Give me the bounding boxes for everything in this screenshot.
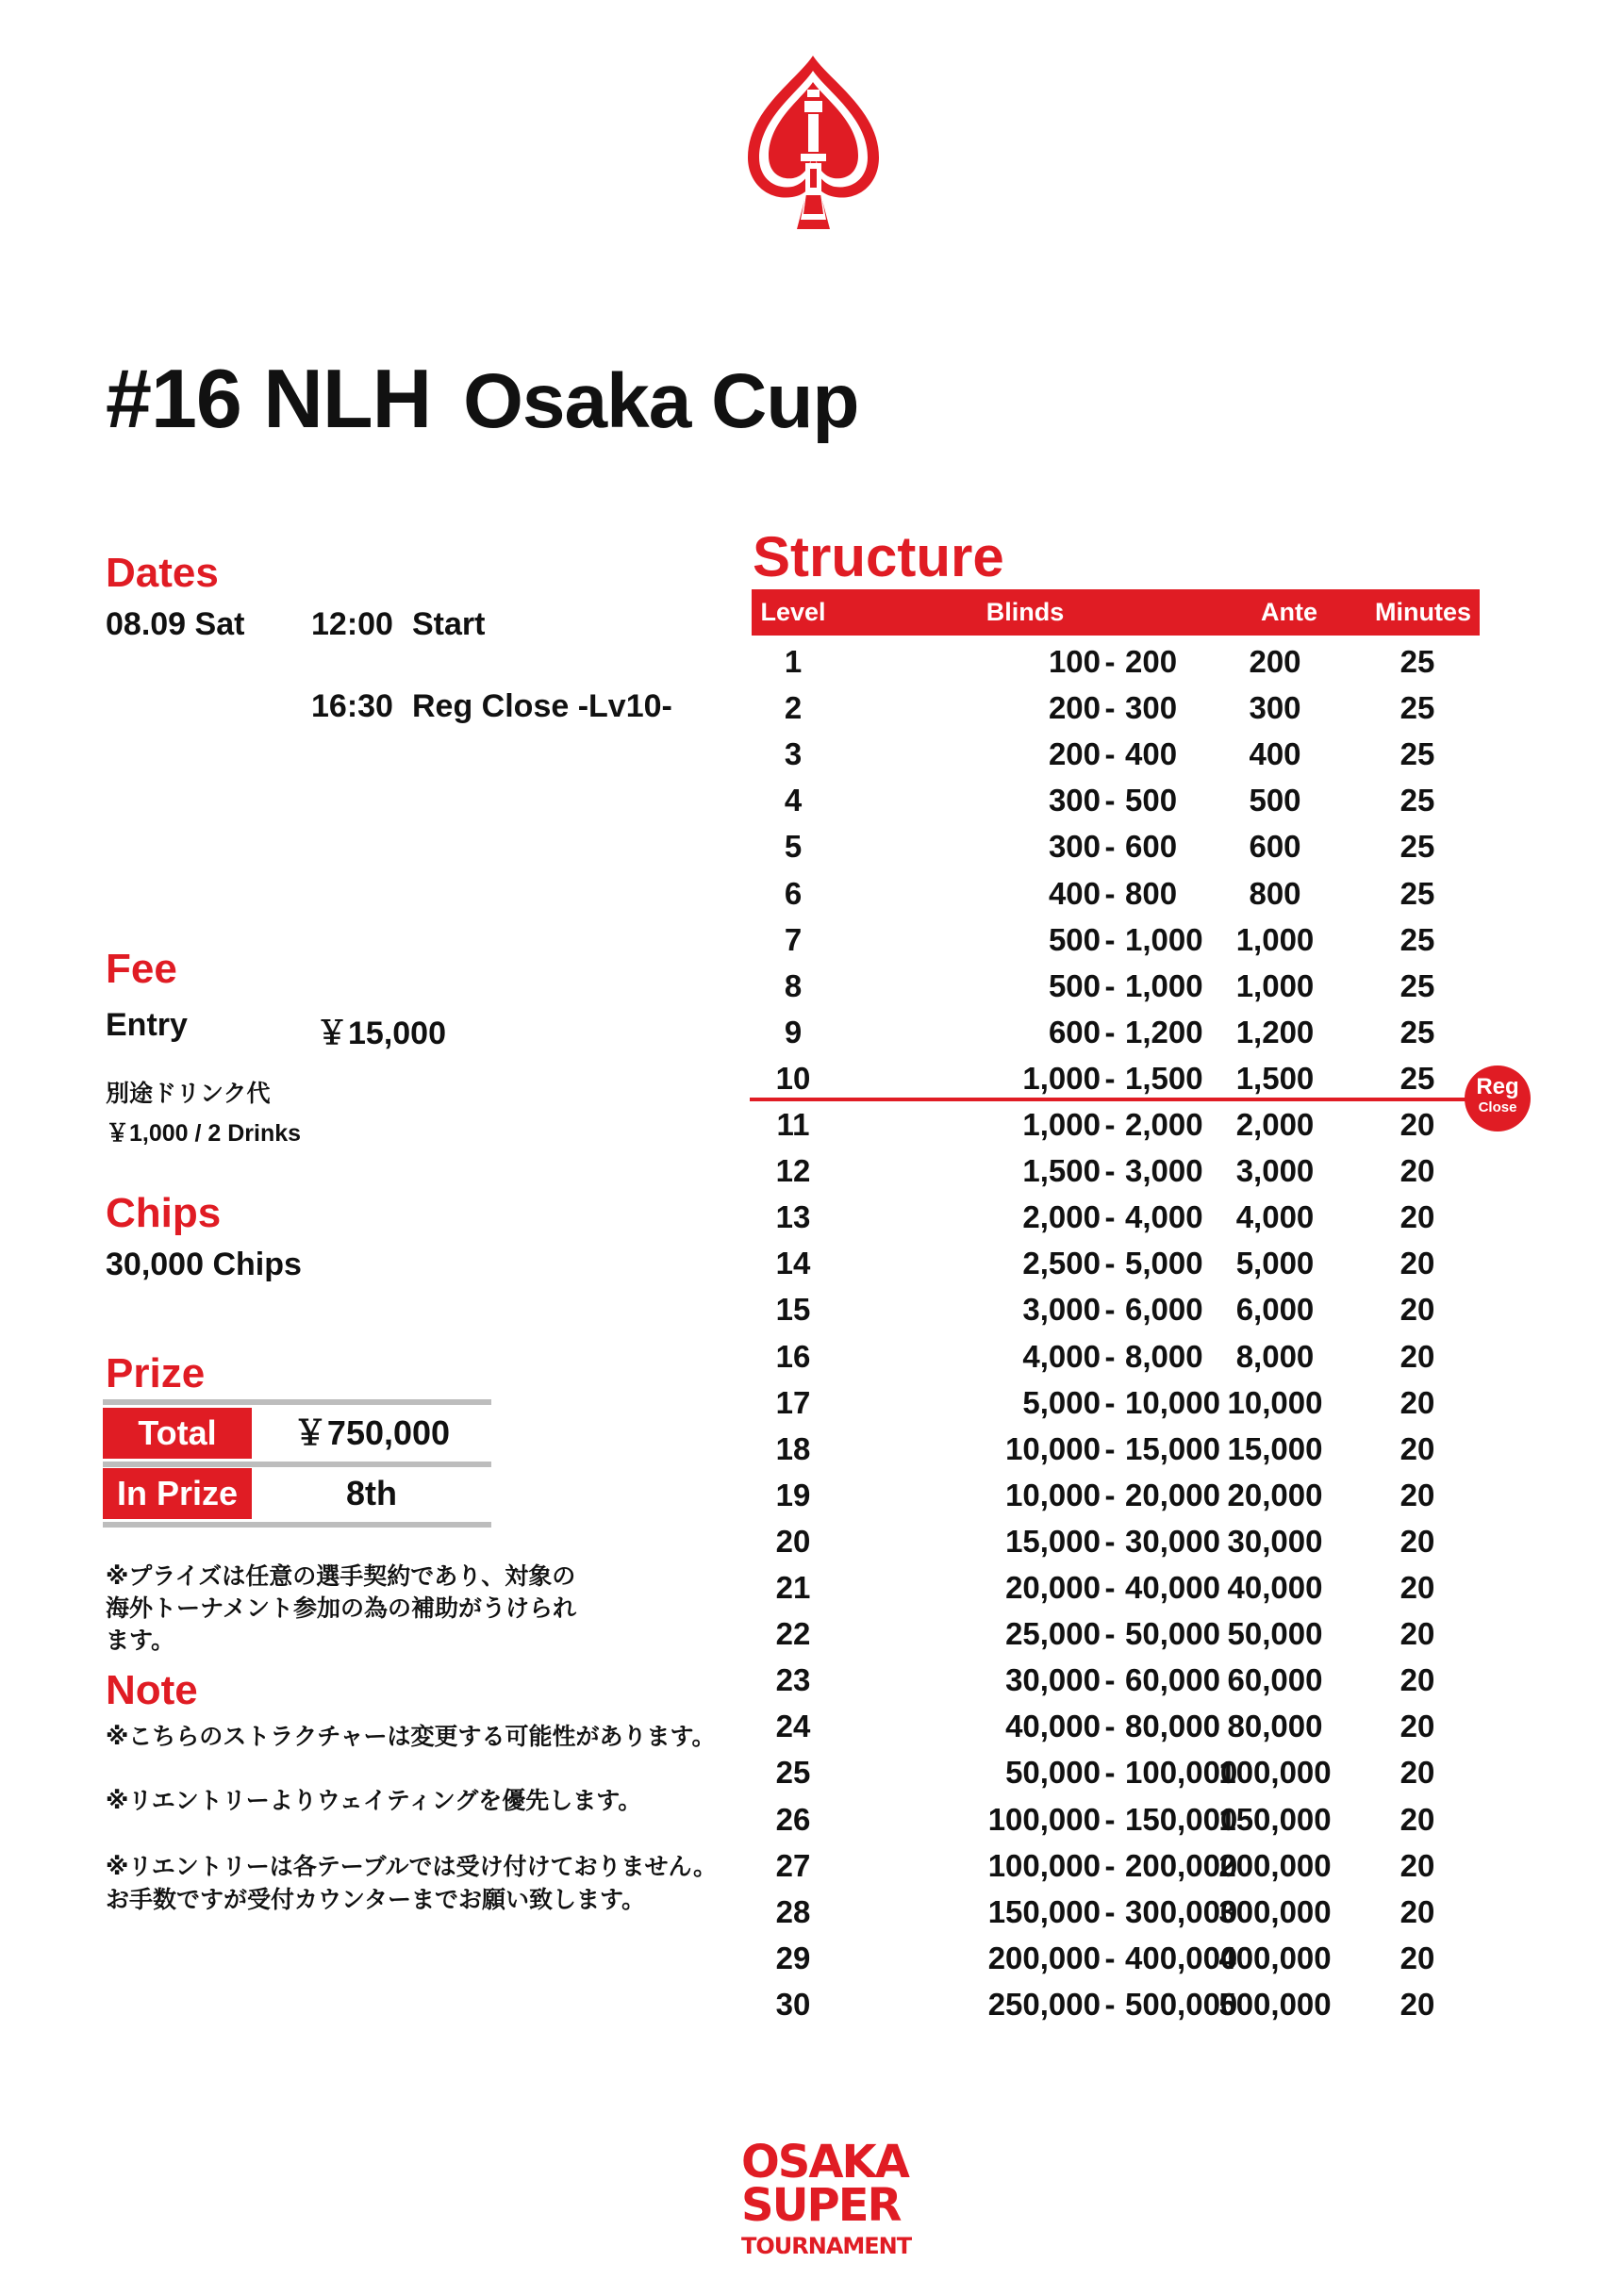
level-cell: 26 <box>775 1801 811 1837</box>
drink-note: 別途ドリンク代 <box>106 1081 271 1107</box>
reg-close-line <box>750 1098 1482 1101</box>
structure-row <box>752 1148 1480 1194</box>
blind-separator: - <box>1104 1523 1116 1559</box>
level-cell: 2 <box>784 690 803 726</box>
logo-line2: SUPER <box>741 2179 901 2232</box>
structure-row <box>752 870 1480 917</box>
blind-separator: - <box>1104 1199 1116 1235</box>
small-blind-cell: 100,000 <box>987 1801 1101 1837</box>
blind-separator: - <box>1104 1107 1116 1142</box>
structure-row <box>752 1981 1480 2027</box>
level-cell: 27 <box>775 1847 811 1883</box>
prize-inprize-label: In Prize <box>103 1468 252 1519</box>
big-blind-cell: 5,000 <box>1125 1246 1203 1281</box>
structure-row <box>752 1842 1480 1889</box>
blind-separator: - <box>1104 1755 1116 1791</box>
blind-separator: - <box>1104 875 1116 911</box>
blind-separator: - <box>1104 1847 1116 1883</box>
blind-separator: - <box>1104 1338 1116 1374</box>
small-blind-cell: 2,500 <box>1022 1246 1101 1281</box>
minutes-cell: 20 <box>1399 1801 1435 1837</box>
minutes-cell: 20 <box>1399 1986 1435 2022</box>
big-blind-cell: 200,000 <box>1125 1847 1238 1883</box>
small-blind-cell: 1,000 <box>1022 1107 1101 1142</box>
level-cell: 10 <box>775 1060 811 1096</box>
drink-price: ￥1,000 / 2 Drinks <box>106 1120 302 1147</box>
big-blind-cell: 4,000 <box>1125 1199 1203 1235</box>
big-blind-cell: 20,000 <box>1125 1477 1220 1512</box>
small-blind-cell: 2,000 <box>1022 1199 1101 1235</box>
big-blind-cell: 30,000 <box>1125 1523 1220 1559</box>
col-level: Level <box>760 598 826 626</box>
structure-row <box>752 1194 1480 1240</box>
big-blind-cell: 8,000 <box>1125 1338 1203 1374</box>
blind-separator: - <box>1104 921 1116 957</box>
big-blind-cell: 200 <box>1125 644 1178 679</box>
structure-row <box>752 1889 1480 1935</box>
blind-separator: - <box>1104 690 1116 726</box>
small-blind-cell: 500 <box>1048 921 1101 957</box>
small-blind-cell: 300 <box>1048 783 1101 818</box>
reg-close-label: Reg Close -Lv10- <box>412 688 672 724</box>
minutes-cell: 20 <box>1399 1709 1435 1744</box>
level-cell: 24 <box>775 1709 811 1744</box>
minutes-cell: 25 <box>1399 829 1435 865</box>
osaka-super-tournament-logo <box>741 2136 912 2282</box>
ante-cell: 200,000 <box>1218 1847 1332 1883</box>
ante-cell: 60,000 <box>1227 1662 1323 1698</box>
small-blind-cell: 40,000 <box>1005 1709 1101 1744</box>
prize-note-line: ます。 <box>106 1627 175 1654</box>
note-line: ※こちらのストラクチャーは変更する可能性があります。 <box>106 1724 716 1750</box>
small-blind-cell: 200 <box>1048 690 1101 726</box>
structure-heading: Structure <box>753 525 1004 588</box>
minutes-cell: 25 <box>1399 644 1435 679</box>
level-cell: 7 <box>784 921 803 957</box>
level-cell: 20 <box>775 1523 811 1559</box>
level-cell: 28 <box>775 1893 811 1929</box>
structure-row <box>752 823 1480 869</box>
col-minutes: Minutes <box>1374 598 1471 626</box>
structure-row <box>752 1286 1480 1332</box>
small-blind-cell: 100 <box>1048 644 1101 679</box>
note-line: ※リエントリーは各テーブルでは受け付けておりません。 <box>106 1854 718 1880</box>
chips-heading: Chips <box>106 1190 222 1236</box>
level-cell: 5 <box>784 829 803 865</box>
ante-cell: 1,000 <box>1235 967 1315 1003</box>
reg-badge-line2: Close <box>1478 1099 1517 1115</box>
structure-row <box>752 963 1480 1009</box>
small-blind-cell: 3,000 <box>1022 1292 1101 1328</box>
minutes-cell: 20 <box>1399 1107 1435 1142</box>
title-event-number: #16 NLH <box>106 352 432 445</box>
logo-line1: OSAKA <box>741 2136 908 2189</box>
small-blind-cell: 30,000 <box>1005 1662 1101 1698</box>
level-cell: 13 <box>775 1199 811 1235</box>
structure-table-header <box>752 589 1480 636</box>
level-cell: 12 <box>775 1153 811 1189</box>
minutes-cell: 20 <box>1399 1940 1435 1975</box>
minutes-cell: 20 <box>1399 1893 1435 1929</box>
level-cell: 30 <box>775 1986 811 2022</box>
event-date: 08.09 Sat <box>106 606 245 642</box>
note-heading: Note <box>106 1667 198 1713</box>
blind-separator: - <box>1104 1940 1116 1975</box>
structure-row <box>752 1657 1480 1703</box>
level-cell: 23 <box>775 1662 811 1698</box>
ante-cell: 50,000 <box>1227 1616 1323 1652</box>
level-cell: 4 <box>784 783 803 818</box>
structure-row <box>752 1935 1480 1981</box>
big-blind-cell: 1,500 <box>1125 1060 1203 1096</box>
level-cell: 17 <box>775 1384 811 1420</box>
blind-separator: - <box>1104 1709 1116 1744</box>
minutes-cell: 20 <box>1399 1523 1435 1559</box>
level-cell: 1 <box>784 644 803 679</box>
big-blind-cell: 80,000 <box>1125 1709 1220 1744</box>
ante-cell: 4,000 <box>1235 1199 1315 1235</box>
entry-value: ￥15,000 <box>316 1016 446 1051</box>
structure-row <box>752 685 1480 731</box>
reg-close-badge <box>1465 1065 1531 1131</box>
level-cell: 6 <box>784 875 803 911</box>
prize-rule-bottom <box>103 1522 491 1528</box>
level-cell: 19 <box>775 1477 811 1512</box>
blind-separator: - <box>1104 1801 1116 1837</box>
note-line: ※リエントリーよりウェイティングを優先します。 <box>106 1788 642 1814</box>
structure-row <box>752 1333 1480 1379</box>
blind-separator: - <box>1104 1662 1116 1698</box>
prize-heading: Prize <box>106 1350 206 1396</box>
big-blind-cell: 500 <box>1125 783 1178 818</box>
level-cell: 8 <box>784 967 803 1003</box>
minutes-cell: 25 <box>1399 1014 1435 1049</box>
ante-cell: 1,500 <box>1235 1060 1315 1096</box>
prize-total-label: Total <box>103 1408 252 1459</box>
blind-separator: - <box>1104 1430 1116 1466</box>
big-blind-cell: 3,000 <box>1125 1153 1203 1189</box>
minutes-cell: 20 <box>1399 1755 1435 1791</box>
level-cell: 18 <box>775 1430 811 1466</box>
ante-cell: 300,000 <box>1218 1893 1332 1929</box>
dates-heading: Dates <box>106 550 219 596</box>
small-blind-cell: 250,000 <box>987 1986 1101 2022</box>
blind-separator: - <box>1104 783 1116 818</box>
note-line: お手数ですが受付カウンターまでお願い致します。 <box>106 1887 646 1913</box>
col-blinds: Blinds <box>985 598 1065 626</box>
ante-cell: 2,000 <box>1235 1107 1315 1142</box>
blind-separator: - <box>1104 736 1116 772</box>
small-blind-cell: 200 <box>1048 736 1101 772</box>
big-blind-cell: 300 <box>1125 690 1178 726</box>
small-blind-cell: 4,000 <box>1022 1338 1101 1374</box>
structure-row <box>752 917 1480 963</box>
ante-cell: 400 <box>1249 736 1301 772</box>
level-cell: 22 <box>775 1616 811 1652</box>
structure-row <box>752 638 1480 685</box>
ante-cell: 400,000 <box>1218 1940 1332 1975</box>
ante-cell: 1,000 <box>1235 921 1315 957</box>
minutes-cell: 25 <box>1399 921 1435 957</box>
big-blind-cell: 2,000 <box>1125 1107 1203 1142</box>
small-blind-cell: 15,000 <box>1005 1523 1101 1559</box>
big-blind-cell: 600 <box>1125 829 1178 865</box>
small-blind-cell: 5,000 <box>1022 1384 1101 1420</box>
prize-total-row <box>103 1408 491 1459</box>
minutes-cell: 20 <box>1399 1570 1435 1605</box>
structure-row <box>752 1379 1480 1426</box>
minutes-cell: 25 <box>1399 736 1435 772</box>
structure-row <box>752 1472 1480 1518</box>
minutes-cell: 20 <box>1399 1153 1435 1189</box>
structure-row <box>752 1518 1480 1564</box>
ante-cell: 30,000 <box>1227 1523 1323 1559</box>
blind-separator: - <box>1104 829 1116 865</box>
big-blind-cell: 800 <box>1125 875 1178 911</box>
structure-row <box>752 731 1480 777</box>
minutes-cell: 20 <box>1399 1199 1435 1235</box>
big-blind-cell: 400,000 <box>1125 1940 1238 1975</box>
fee-heading: Fee <box>106 946 177 992</box>
minutes-cell: 20 <box>1399 1292 1435 1328</box>
big-blind-cell: 400 <box>1125 736 1178 772</box>
blind-separator: - <box>1104 1246 1116 1281</box>
level-cell: 9 <box>784 1014 803 1049</box>
level-cell: 3 <box>784 736 803 772</box>
minutes-cell: 20 <box>1399 1477 1435 1512</box>
ante-cell: 20,000 <box>1227 1477 1323 1512</box>
big-blind-cell: 150,000 <box>1125 1801 1238 1837</box>
ante-cell: 600 <box>1249 829 1301 865</box>
small-blind-cell: 20,000 <box>1005 1570 1101 1605</box>
big-blind-cell: 500,000 <box>1125 1986 1238 2022</box>
minutes-cell: 20 <box>1399 1616 1435 1652</box>
structure-row <box>752 1564 1480 1611</box>
level-cell: 29 <box>775 1940 811 1975</box>
minutes-cell: 20 <box>1399 1847 1435 1883</box>
small-blind-cell: 500 <box>1048 967 1101 1003</box>
small-blind-cell: 1,000 <box>1022 1060 1101 1096</box>
entry-label: Entry <box>106 1007 188 1043</box>
big-blind-cell: 1,000 <box>1125 921 1203 957</box>
ante-cell: 10,000 <box>1227 1384 1323 1420</box>
ante-cell: 80,000 <box>1227 1709 1323 1744</box>
big-blind-cell: 1,000 <box>1125 967 1203 1003</box>
blind-separator: - <box>1104 1616 1116 1652</box>
structure-row <box>752 1101 1480 1148</box>
start-label: Start <box>412 606 486 642</box>
big-blind-cell: 300,000 <box>1125 1893 1238 1929</box>
blind-separator: - <box>1104 1292 1116 1328</box>
spade-castle-logo <box>740 52 886 231</box>
start-time: 12:00 <box>311 606 393 642</box>
blind-separator: - <box>1104 1477 1116 1512</box>
prize-note-line: ※プライズは任意の選手契約であり、対象の <box>106 1563 576 1590</box>
level-cell: 14 <box>775 1246 811 1281</box>
ante-cell: 500,000 <box>1218 1986 1332 2022</box>
blind-separator: - <box>1104 644 1116 679</box>
ante-cell: 1,200 <box>1235 1014 1315 1049</box>
big-blind-cell: 6,000 <box>1125 1292 1203 1328</box>
ante-cell: 5,000 <box>1235 1246 1315 1281</box>
blind-separator: - <box>1104 967 1116 1003</box>
small-blind-cell: 600 <box>1048 1014 1101 1049</box>
blind-separator: - <box>1104 1986 1116 2022</box>
small-blind-cell: 200,000 <box>987 1940 1101 1975</box>
structure-row <box>752 1055 1480 1101</box>
minutes-cell: 20 <box>1399 1246 1435 1281</box>
small-blind-cell: 100,000 <box>987 1847 1101 1883</box>
ante-cell: 15,000 <box>1227 1430 1323 1466</box>
prize-inprize-row <box>103 1468 491 1519</box>
reg-badge-line1: Reg <box>1476 1074 1519 1099</box>
reg-close-time: 16:30 <box>311 688 393 724</box>
big-blind-cell: 10,000 <box>1125 1384 1220 1420</box>
structure-row <box>752 1611 1480 1657</box>
structure-row <box>752 1796 1480 1842</box>
minutes-cell: 25 <box>1399 875 1435 911</box>
blind-separator: - <box>1104 1014 1116 1049</box>
big-blind-cell: 15,000 <box>1125 1430 1220 1466</box>
prize-inprize-value: 8th <box>346 1474 397 1512</box>
structure-row <box>752 1240 1480 1286</box>
blind-separator: - <box>1104 1384 1116 1420</box>
big-blind-cell: 40,000 <box>1125 1570 1220 1605</box>
prize-rule-middle <box>103 1462 491 1467</box>
title-event-name: Osaka Cup <box>463 358 859 444</box>
blind-separator: - <box>1104 1153 1116 1189</box>
structure-row <box>752 1703 1480 1749</box>
level-cell: 21 <box>775 1570 811 1605</box>
big-blind-cell: 100,000 <box>1125 1755 1238 1791</box>
ante-cell: 800 <box>1249 875 1301 911</box>
minutes-cell: 20 <box>1399 1662 1435 1698</box>
small-blind-cell: 300 <box>1048 829 1101 865</box>
structure-row <box>752 1426 1480 1472</box>
prize-total-value: ￥750,000 <box>292 1413 451 1452</box>
level-cell: 15 <box>775 1292 811 1328</box>
structure-row <box>752 1749 1480 1795</box>
small-blind-cell: 10,000 <box>1005 1430 1101 1466</box>
minutes-cell: 25 <box>1399 690 1435 726</box>
blind-separator: - <box>1104 1570 1116 1605</box>
structure-row <box>752 777 1480 823</box>
ante-cell: 200 <box>1249 644 1301 679</box>
big-blind-cell: 1,200 <box>1125 1014 1203 1049</box>
small-blind-cell: 150,000 <box>987 1893 1101 1929</box>
minutes-cell: 25 <box>1399 967 1435 1003</box>
logo-line3: TOURNAMENT <box>741 2233 912 2259</box>
minutes-cell: 20 <box>1399 1338 1435 1374</box>
small-blind-cell: 25,000 <box>1005 1616 1101 1652</box>
blind-separator: - <box>1104 1893 1116 1929</box>
level-cell: 11 <box>776 1107 810 1142</box>
level-cell: 25 <box>775 1755 811 1791</box>
minutes-cell: 25 <box>1399 1060 1435 1096</box>
ante-cell: 100,000 <box>1218 1755 1332 1791</box>
ante-cell: 6,000 <box>1235 1292 1315 1328</box>
col-ante: Ante <box>1261 598 1317 626</box>
level-cell: 16 <box>775 1338 811 1374</box>
structure-row <box>752 1009 1480 1055</box>
ante-cell: 8,000 <box>1235 1338 1315 1374</box>
chips-value: 30,000 Chips <box>106 1247 302 1282</box>
small-blind-cell: 1,500 <box>1022 1153 1101 1189</box>
prize-note-line: 海外トーナメント参加の為の補助がうけられ <box>106 1595 577 1622</box>
ante-cell: 500 <box>1249 783 1301 818</box>
prize-rule-top <box>103 1399 491 1405</box>
ante-cell: 3,000 <box>1235 1153 1315 1189</box>
big-blind-cell: 60,000 <box>1125 1662 1220 1698</box>
minutes-cell: 20 <box>1399 1430 1435 1466</box>
minutes-cell: 25 <box>1399 783 1435 818</box>
minutes-cell: 20 <box>1399 1384 1435 1420</box>
small-blind-cell: 50,000 <box>1005 1755 1101 1791</box>
ante-cell: 40,000 <box>1227 1570 1323 1605</box>
blind-separator: - <box>1104 1060 1116 1096</box>
page-title <box>106 351 859 447</box>
small-blind-cell: 10,000 <box>1005 1477 1101 1512</box>
ante-cell: 150,000 <box>1218 1801 1332 1837</box>
ante-cell: 300 <box>1249 690 1301 726</box>
big-blind-cell: 50,000 <box>1125 1616 1220 1652</box>
small-blind-cell: 400 <box>1048 875 1101 911</box>
